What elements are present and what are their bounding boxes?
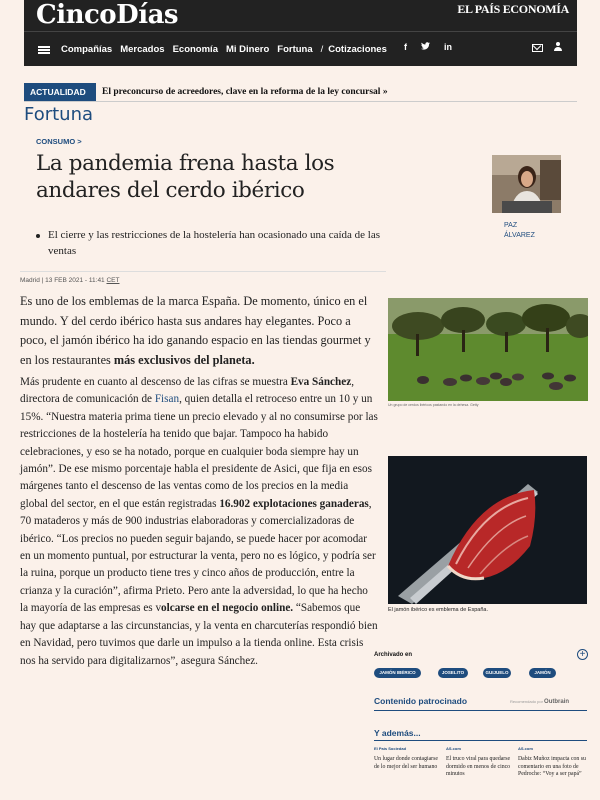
sponsored-heading: Contenido patrocinado bbox=[374, 696, 468, 706]
site-header bbox=[24, 0, 577, 66]
fisan-link[interactable]: Fisan bbox=[154, 393, 180, 406]
article-divider bbox=[20, 271, 386, 272]
twitter-icon[interactable] bbox=[421, 42, 430, 52]
outbrain-credit[interactable]: Recomendado por Outbrain bbox=[510, 699, 570, 705]
article-headline: La pandemia frena hasta los andares del cerdo ibérico bbox=[36, 151, 335, 203]
mail-icon[interactable] bbox=[532, 44, 543, 52]
nav-separator: / bbox=[320, 44, 324, 55]
article-paragraph: Más prudente en cuanto al descenso de las cifras se muestra Eva Sánchez, directora de comunicación de Fisan, quien detalla el retroceso entre un 10 y un 15%. “Nuestra materia prima tiene un precio elevado y al no consumirse por las restricciones de la hostelería ha tenido que bajar. Tampoco ha habido celebraciones, y eso se ha notado, porque en cualquier boda siempre hay un jamón”. De ese mismo porcentaje habla el presidente de Asici, que fija en esos márgenes tanto el descenso de las ventas como de los precios en la media global del sector, en el que están registradas 16.902 explotaciones ganaderas, 70 mataderos y más de 900 industrias elaboradoras y comercializadoras de ibérico. “Los precios no pueden seguir bajando, se puede hacer por acomodar en un momento puntual, por estructurar la venta, pero no es lógico, y podría ser la ruina, porque un producto tiene tres y cinco años de producción, entre la crianza y la curación”, afirma Prieto. Pero ante la adversidad, lo que ha hecho la mayoría de las empresas es volcarse en el negocio online. “Sabemos que hay que adaptarse a las circunstancias, y la venta en charcuterías respondió bien en Navidad, pero tuvimos que darle un impulso a la tienda online. Esta crisis nos ha servido para digitalizarnos”, asegura Sánchez. bbox=[20, 376, 378, 667]
header-utilities bbox=[532, 42, 563, 53]
user-icon[interactable] bbox=[553, 42, 563, 53]
ademas-divider bbox=[374, 740, 587, 741]
social-links bbox=[404, 42, 452, 52]
header-divider bbox=[24, 31, 577, 32]
nav-item-fortuna[interactable]: Fortuna bbox=[277, 44, 313, 55]
item-source: AS.com bbox=[518, 746, 533, 751]
nav-item-mercados[interactable]: Mercados bbox=[120, 44, 165, 55]
item-source: El País Sociedad bbox=[374, 746, 407, 751]
tag-list bbox=[374, 668, 556, 678]
breaking-news-bar bbox=[24, 83, 388, 101]
plus-icon[interactable]: + bbox=[577, 649, 588, 660]
tag-jamon-iberico[interactable]: JAMÓN IBÉRICO bbox=[374, 668, 421, 678]
pigs-photo[interactable] bbox=[388, 298, 588, 401]
breaking-news-link[interactable]: El preconcurso de acreedores, clave en la reforma de la ley concursal » bbox=[102, 87, 388, 97]
item-title[interactable]: Dabiz Muñoz impacta con su comentario en una foto de Pedroche: “Voy a ser papá” bbox=[518, 756, 586, 777]
list-item[interactable] bbox=[374, 746, 446, 779]
author-photo[interactable] bbox=[492, 155, 561, 213]
article-kicker[interactable]: CONSUMO > bbox=[36, 137, 82, 146]
tag-jamon[interactable]: JAMÓN bbox=[529, 668, 556, 678]
nav-item-cotizaciones[interactable]: Cotizaciones bbox=[328, 44, 387, 55]
main-nav bbox=[61, 44, 395, 55]
ham-photo-caption: El jamón ibérico es emblema de España. bbox=[388, 607, 488, 613]
nav-item-economia[interactable]: Economía bbox=[172, 44, 218, 55]
article-body bbox=[20, 292, 378, 670]
ademas-heading: Y además... bbox=[374, 728, 421, 738]
list-item[interactable] bbox=[446, 746, 518, 779]
facebook-icon[interactable]: f bbox=[404, 42, 407, 52]
site-logo[interactable]: CincoDías bbox=[36, 0, 179, 30]
archived-label: Archivado en bbox=[374, 652, 413, 658]
article-dateline: Madrid | 13 FEB 2021 - 11:41 CET bbox=[20, 277, 120, 284]
list-item[interactable] bbox=[518, 746, 590, 779]
ademas-list bbox=[374, 746, 590, 779]
item-source: AS.com bbox=[446, 746, 461, 751]
section-title[interactable]: Fortuna bbox=[24, 104, 94, 125]
author-name[interactable]: PAZ ÁLVAREZ bbox=[504, 222, 535, 239]
nav-item-companias[interactable]: Compañías bbox=[61, 44, 113, 55]
item-title[interactable]: Un lugar donde contagiarse de lo mejor del ser humano bbox=[374, 756, 438, 770]
partner-logo[interactable]: EL PAÍS ECONOMÍA bbox=[457, 2, 569, 16]
tag-guijuelo[interactable]: GUIJUELO bbox=[483, 668, 511, 678]
pigs-photo-caption: Un grupo de cerdos ibéricos pastando en la dehesa. Getty bbox=[388, 403, 479, 407]
breaking-news-divider bbox=[24, 101, 577, 102]
menu-icon[interactable] bbox=[38, 46, 50, 54]
nav-item-mi-dinero[interactable]: Mi Dinero bbox=[225, 44, 270, 55]
article-summary-bullet: El cierre y las restricciones de la hostelería han ocasionado una caída de las ventas bbox=[36, 228, 401, 259]
breaking-news-arrow: » bbox=[382, 87, 388, 97]
tag-joselito[interactable]: JOSELITO bbox=[438, 668, 468, 678]
ham-photo[interactable] bbox=[388, 456, 587, 604]
article-lead: Es uno de los emblemas de la marca España. De momento, único en el mundo. Y del cerdo ibérico hasta sus andares hay elegantes. Poco a poco, el jamón ibérico ha ido ganando espacio en las tiendas gourmet y en los restaurantes más exclusivos del planeta. bbox=[20, 294, 371, 367]
item-title[interactable]: El truco viral para quedarse dormido en menos de cinco minutos bbox=[446, 756, 511, 777]
linkedin-icon[interactable]: in bbox=[444, 42, 452, 52]
sponsored-divider bbox=[374, 710, 587, 711]
actualidad-badge: ACTUALIDAD bbox=[24, 83, 96, 101]
timezone-link[interactable]: CET bbox=[106, 277, 120, 284]
